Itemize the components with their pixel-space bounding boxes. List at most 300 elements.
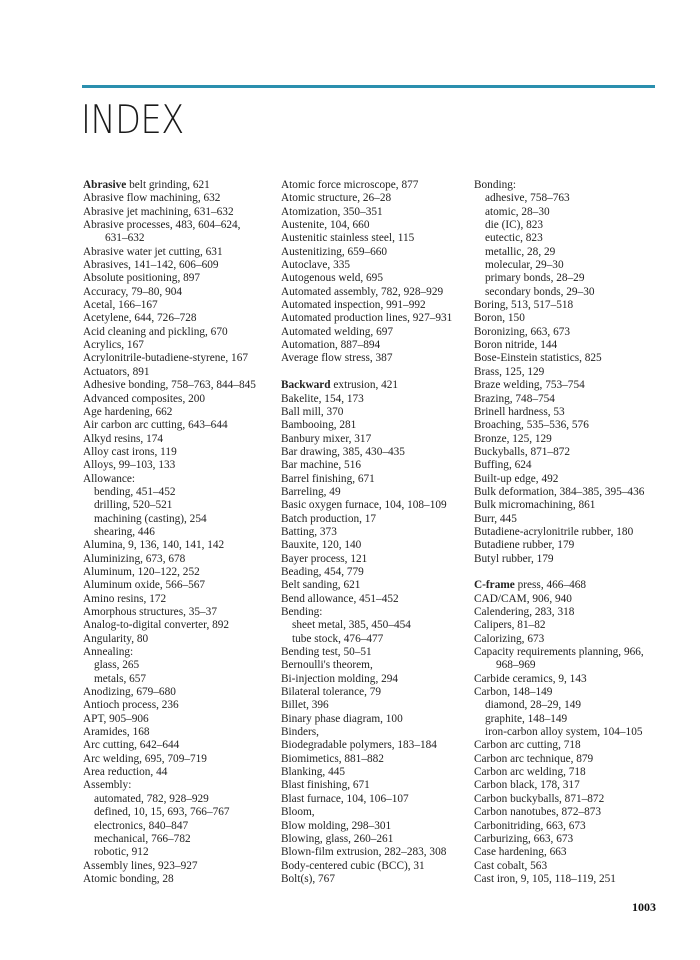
index-entry — [281, 259, 471, 272]
index-entry — [474, 833, 674, 846]
index-entry — [83, 179, 278, 192]
index-entry-text: secondary bonds, 29–30 — [485, 285, 595, 298]
index-entry-text: Accuracy, 79–80, 904 — [83, 285, 183, 298]
index-entry — [83, 739, 278, 752]
index-entry-text: electronics, 840–847 — [94, 819, 189, 832]
index-entry-text: belt grinding, 621 — [126, 179, 210, 191]
index-subentry — [474, 713, 674, 726]
index-entry — [474, 806, 674, 819]
index-entry — [281, 393, 471, 406]
index-entry — [281, 459, 471, 472]
index-entry-text: Carbon, 148–149 — [474, 686, 553, 699]
index-entry — [474, 619, 674, 632]
index-entry — [281, 486, 471, 499]
index-entry-continuation — [83, 232, 278, 245]
index-entry-text: Carbon buckyballs, 871–872 — [474, 792, 605, 805]
index-entry-text: Cast iron, 9, 105, 118–119, 251 — [474, 872, 616, 885]
index-entry — [281, 499, 471, 512]
index-entry — [281, 833, 471, 846]
index-entry — [474, 646, 674, 659]
index-entry — [474, 579, 674, 592]
index-entry — [83, 246, 278, 259]
index-entry-text: Buckyballs, 871–872 — [474, 445, 571, 458]
index-entry — [281, 686, 471, 699]
index-entry-text: glass, 265 — [94, 659, 140, 672]
index-entry — [281, 726, 471, 739]
index-entry — [474, 179, 674, 192]
index-entry — [281, 312, 471, 325]
index-entry-text: Automated production lines, 927–931 — [281, 312, 453, 325]
index-entry-text: Abrasive jet machining, 631–632 — [83, 205, 234, 218]
index-subentry — [474, 206, 674, 219]
index-entry-text: Carbon arc cutting, 718 — [474, 739, 581, 752]
index-entry-text: Automated welding, 697 — [281, 325, 394, 338]
index-entry-text: Abrasives, 141–142, 606–609 — [83, 259, 219, 272]
index-entry — [281, 779, 471, 792]
index-entry-text: extrusion, 421 — [330, 379, 399, 392]
index-entry — [474, 473, 674, 486]
index-entry-text: defined, 10, 15, 693, 766–767 — [94, 806, 230, 819]
index-entry-text: Area reduction, 44 — [83, 766, 168, 779]
index-entry-text: Arc welding, 695, 709–719 — [83, 752, 207, 765]
index-entry-text: Austenitic stainless steel, 115 — [281, 232, 415, 245]
index-entry — [281, 739, 471, 752]
index-entry — [474, 499, 674, 512]
index-entry-text: Bulk micromachining, 861 — [474, 499, 596, 512]
index-entry — [281, 419, 471, 432]
index-entry-text: drilling, 520–521 — [94, 499, 173, 512]
index-entry-text: Batch production, 17 — [281, 512, 377, 525]
index-entry — [83, 726, 278, 739]
index-entry — [83, 206, 278, 219]
index-entry-text: Aluminum oxide, 566–567 — [83, 579, 206, 592]
index-entry — [83, 593, 278, 606]
index-entry-text: Boron, 150 — [474, 312, 525, 325]
index-entry-text: Butadiene-acrylonitrile rubber, 180 — [474, 525, 634, 538]
index-entry-text: Atomic structure, 26–28 — [281, 192, 392, 205]
index-entry-text: Calendering, 283, 318 — [474, 606, 575, 618]
index-entry — [474, 459, 674, 472]
index-entry-text: Boron nitride, 144 — [474, 339, 558, 352]
index-entry-text: Carbon arc welding, 718 — [474, 766, 586, 779]
index-subentry — [474, 272, 674, 285]
index-entry-text: metals, 657 — [94, 672, 147, 685]
index-entry — [281, 846, 471, 859]
index-entry — [474, 606, 674, 619]
index-entry — [83, 699, 278, 712]
index-entry — [281, 246, 471, 259]
index-entry — [474, 352, 674, 365]
index-entry — [281, 192, 471, 205]
index-entry — [83, 286, 278, 299]
index-subentry — [83, 833, 278, 846]
index-entry — [83, 419, 278, 432]
index-entry-text: Acetal, 166–167 — [83, 299, 158, 312]
index-entry-text: Bose-Einstein statistics, 825 — [474, 352, 602, 365]
index-entry-text: 968–969 — [496, 659, 536, 672]
index-subentry — [83, 499, 278, 512]
index-entry — [83, 219, 278, 232]
index-entry — [474, 779, 674, 792]
index-entry-text: Brass, 125, 129 — [474, 365, 545, 378]
index-entry-text: Amino resins, 172 — [83, 592, 167, 605]
index-entry-text: Bar drawing, 385, 430–435 — [281, 445, 405, 458]
index-entry-text: Blown-film extrusion, 282–283, 308 — [281, 846, 447, 859]
index-entry — [474, 339, 674, 352]
index-entry — [281, 326, 471, 339]
index-entry-text: Butadiene rubber, 179 — [474, 539, 575, 552]
index-entry — [83, 339, 278, 352]
index-entry-text: Built-up edge, 492 — [474, 472, 559, 485]
index-entry — [281, 579, 471, 592]
index-entry-text: Bar machine, 516 — [281, 459, 361, 472]
page-number: 1003 — [632, 900, 656, 914]
index-entry-text: shearing, 446 — [94, 525, 155, 538]
index-entry — [281, 539, 471, 552]
index-entry — [83, 299, 278, 312]
index-entry-text: metallic, 28, 29 — [485, 245, 556, 258]
index-entry-text: 631–632 — [105, 232, 145, 245]
index-entry — [474, 366, 674, 379]
index-entry-text: Bulk deformation, 384–385, 395–436 — [474, 485, 645, 498]
index-entry-text: Atomization, 350–351 — [281, 205, 383, 218]
index-entry — [281, 526, 471, 539]
index-entry — [83, 566, 278, 579]
index-column-3 — [474, 179, 674, 886]
index-entry-text: Batting, 373 — [281, 525, 337, 538]
index-entry — [474, 633, 674, 646]
index-entry — [281, 873, 471, 886]
index-entry-text: Ball mill, 370 — [281, 405, 344, 418]
index-entry — [281, 753, 471, 766]
index-subentry — [83, 846, 278, 859]
index-entry-text: Broaching, 535–536, 576 — [474, 419, 589, 432]
index-entry — [474, 686, 674, 699]
index-entry — [83, 860, 278, 873]
index-entry — [474, 753, 674, 766]
index-entry — [474, 739, 674, 752]
index-subentry — [474, 699, 674, 712]
index-entry — [83, 406, 278, 419]
index-entry — [83, 619, 278, 632]
index-entry — [83, 393, 278, 406]
index-subentry — [83, 673, 278, 686]
index-entry-text: Abrasive processes, 483, 604–624, — [83, 219, 241, 232]
index-subentry — [474, 246, 674, 259]
index-entry-text: Barreling, 49 — [281, 485, 341, 498]
index-entry — [83, 352, 278, 365]
index-entry-text: Automated assembly, 782, 928–929 — [281, 285, 444, 298]
index-entry-text: Carburizing, 663, 673 — [474, 832, 574, 845]
index-entry-text: Allowance: — [83, 472, 136, 485]
index-entry-text: Carbon nanotubes, 872–873 — [474, 806, 602, 819]
index-entry-text: Barrel finishing, 671 — [281, 472, 375, 485]
index-entry-text: Aluminum, 120–122, 252 — [83, 565, 200, 578]
index-entry-text: Binders, — [281, 726, 319, 739]
index-entry-text: Case hardening, 663 — [474, 846, 567, 859]
index-entry-text: die (IC), 823 — [485, 219, 544, 232]
page-title: INDEX — [81, 98, 184, 143]
index-entry-text: Anodizing, 679–680 — [83, 686, 176, 699]
index-entry-text: Bolt(s), 767 — [281, 872, 335, 885]
index-entry-text: Binary phase diagram, 100 — [281, 712, 403, 725]
index-entry-text: Aluminizing, 673, 678 — [83, 552, 186, 565]
index-entry — [474, 539, 674, 552]
index-entry-text: Calipers, 81–82 — [474, 619, 546, 632]
index-entry-text: Boronizing, 663, 673 — [474, 325, 571, 338]
index-entry-text: Age hardening, 662 — [83, 405, 173, 418]
index-entry-text: CAD/CAM, 906, 940 — [474, 592, 572, 605]
index-entry — [83, 753, 278, 766]
index-entry-text: Bending: — [281, 606, 323, 618]
index-entry-text: Bonding: — [474, 179, 517, 191]
index-entry — [474, 433, 674, 446]
index-entry — [83, 326, 278, 339]
index-entry — [281, 606, 471, 619]
index-entry-text: Blow molding, 298–301 — [281, 819, 392, 832]
index-subentry — [474, 286, 674, 299]
letter-group-gap — [281, 366, 471, 379]
index-entry — [474, 526, 674, 539]
index-entry — [83, 446, 278, 459]
index-entry-text: Bloom, — [281, 806, 315, 819]
index-entry — [83, 459, 278, 472]
index-entry-text: bending, 451–452 — [94, 485, 176, 498]
index-entry — [83, 433, 278, 446]
index-entry-text: Austenitizing, 659–660 — [281, 245, 388, 258]
index-entry-text: Carbide ceramics, 9, 143 — [474, 672, 587, 685]
index-entry — [281, 673, 471, 686]
index-entry — [474, 766, 674, 779]
index-subentry — [83, 793, 278, 806]
index-entry-text: Boring, 513, 517–518 — [474, 299, 574, 312]
index-entry-text: Acetylene, 644, 726–728 — [83, 312, 197, 325]
index-entry — [474, 419, 674, 432]
index-entry-text: Bronze, 125, 129 — [474, 432, 552, 445]
index-entry-text: Capacity requirements planning, 966, — [474, 646, 644, 659]
index-entry-text: Automation, 887–894 — [281, 339, 381, 352]
index-entry — [83, 686, 278, 699]
index-entry-text: Cast cobalt, 563 — [474, 859, 548, 872]
index-entry — [474, 486, 674, 499]
index-entry-text: Alloy cast irons, 119 — [83, 445, 177, 458]
index-entry — [83, 192, 278, 205]
index-entry-text: Biomimetics, 881–882 — [281, 752, 384, 765]
index-entry — [83, 766, 278, 779]
index-subentry — [83, 806, 278, 819]
index-entry — [83, 473, 278, 486]
index-entry-text: Beading, 454, 779 — [281, 565, 364, 578]
index-entry — [83, 606, 278, 619]
index-entry-text: Acid cleaning and pickling, 670 — [83, 325, 228, 338]
index-entry-text: Blast furnace, 104, 106–107 — [281, 792, 409, 805]
index-entry-text: press, 466–468 — [514, 579, 587, 592]
index-entry — [281, 179, 471, 192]
index-entry-text: Annealing: — [83, 646, 134, 659]
index-entry-text: Carbon black, 178, 317 — [474, 779, 580, 792]
index-entry — [474, 406, 674, 419]
index-entry-text: APT, 905–906 — [83, 712, 149, 725]
index-entry — [83, 539, 278, 552]
index-entry-text: Carbon arc technique, 879 — [474, 752, 594, 765]
index-entry-text: Abrasive flow machining, 632 — [83, 192, 221, 205]
index-entry-text: Buffing, 624 — [474, 459, 532, 472]
index-entry-text: Blowing, glass, 260–261 — [281, 832, 394, 845]
index-entry-text: Alkyd resins, 174 — [83, 432, 164, 445]
index-entry — [281, 766, 471, 779]
index-entry-text: Atomic force microscope, 877 — [281, 179, 419, 191]
index-entry — [83, 579, 278, 592]
index-entry — [281, 553, 471, 566]
index-entry-text: Body-centered cubic (BCC), 31 — [281, 859, 425, 872]
index-entry-text: Automated inspection, 991–992 — [281, 299, 426, 312]
index-entry-text: Assembly: — [83, 779, 132, 792]
index-subentry — [83, 820, 278, 833]
index-subentry — [83, 513, 278, 526]
index-entry — [281, 433, 471, 446]
index-entry-text: Autoclave, 335 — [281, 259, 351, 272]
index-entry-text: Antioch process, 236 — [83, 699, 179, 712]
index-entry-text: diamond, 28–29, 149 — [485, 699, 582, 712]
index-entry — [83, 713, 278, 726]
index-entry — [281, 272, 471, 285]
index-entry — [281, 566, 471, 579]
index-entry-text: Bauxite, 120, 140 — [281, 539, 362, 552]
index-entry — [281, 699, 471, 712]
index-entry-text: iron-carbon alloy system, 104–105 — [485, 726, 643, 739]
index-entry — [281, 219, 471, 232]
index-entry-text: Butyl rubber, 179 — [474, 552, 554, 565]
index-entry-text: atomic, 28–30 — [485, 205, 550, 218]
index-entry-text: Aramides, 168 — [83, 726, 150, 739]
index-entry-text: molecular, 29–30 — [485, 259, 564, 272]
index-subentry — [474, 192, 674, 205]
index-entry — [474, 299, 674, 312]
index-entry-text: Assembly lines, 923–927 — [83, 859, 198, 872]
index-entry-text: machining (casting), 254 — [94, 512, 207, 525]
index-entry-text: tube stock, 476–477 — [292, 632, 384, 645]
index-entry-text: Bending test, 50–51 — [281, 646, 372, 659]
index-entry-text: Bakelite, 154, 173 — [281, 392, 364, 405]
index-entry — [474, 446, 674, 459]
index-entry — [281, 793, 471, 806]
index-entry — [474, 593, 674, 606]
index-entry-text: Abrasive water jet cutting, 631 — [83, 245, 223, 258]
index-entry-text: Billet, 396 — [281, 699, 329, 712]
index-entry-text: Average flow stress, 387 — [281, 352, 393, 365]
index-entry-text: Analog-to-digital converter, 892 — [83, 619, 230, 632]
index-entry — [474, 326, 674, 339]
index-entry — [281, 406, 471, 419]
index-entry-text: Calorizing, 673 — [474, 632, 545, 645]
letter-group-lead-word: Abrasive — [83, 179, 127, 191]
index-subentry — [474, 219, 674, 232]
index-subentry — [281, 633, 471, 646]
index-entry-text: sheet metal, 385, 450–454 — [292, 619, 411, 632]
index-subentry — [474, 232, 674, 245]
index-entry-text: eutectic, 823 — [485, 232, 543, 245]
index-entry-text: Bend allowance, 451–452 — [281, 592, 399, 605]
index-entry-continuation — [474, 659, 674, 672]
index-entry-text: Advanced composites, 200 — [83, 392, 206, 405]
index-entry-text: Alloys, 99–103, 133 — [83, 459, 176, 472]
index-entry-text: Blanking, 445 — [281, 766, 346, 779]
index-entry — [83, 366, 278, 379]
index-entry-text: Braze welding, 753–754 — [474, 379, 585, 392]
index-entry — [83, 312, 278, 325]
header-rule — [82, 85, 655, 88]
index-entry-text: graphite, 148–149 — [485, 712, 568, 725]
index-entry — [281, 286, 471, 299]
index-subentry — [474, 726, 674, 739]
index-entry-text: Actuators, 891 — [83, 365, 150, 378]
index-entry-text: Belt sanding, 621 — [281, 579, 361, 592]
index-entry-text: Air carbon arc cutting, 643–644 — [83, 419, 228, 432]
index-entry-text: Bayer process, 121 — [281, 552, 368, 565]
index-column-1 — [83, 179, 278, 886]
index-entry — [281, 806, 471, 819]
index-entry — [474, 873, 674, 886]
index-entry — [474, 312, 674, 325]
index-entry — [281, 473, 471, 486]
index-entry — [83, 259, 278, 272]
index-entry-text: Bernoulli's theorem, — [281, 659, 373, 672]
index-entry-text: mechanical, 766–782 — [94, 832, 191, 845]
index-entry — [83, 553, 278, 566]
index-subentry — [83, 526, 278, 539]
index-entry — [474, 820, 674, 833]
index-entry-text: Absolute positioning, 897 — [83, 272, 201, 285]
letter-group-lead-word: C-frame — [474, 579, 515, 592]
index-entry-text: Amorphous structures, 35–37 — [83, 606, 217, 618]
index-column-2 — [281, 179, 471, 886]
index-entry — [281, 446, 471, 459]
index-entry — [474, 846, 674, 859]
index-entry — [474, 793, 674, 806]
index-entry-text: Blast finishing, 671 — [281, 779, 370, 792]
index-entry-text: automated, 782, 928–929 — [94, 792, 209, 805]
index-entry — [474, 553, 674, 566]
index-entry-text: Autogenous weld, 695 — [281, 272, 383, 285]
index-subentry — [83, 659, 278, 672]
index-entry — [281, 299, 471, 312]
index-entry-text: primary bonds, 28–29 — [485, 272, 585, 285]
index-entry — [83, 779, 278, 792]
index-entry-text: Austenite, 104, 660 — [281, 219, 370, 232]
index-entry — [474, 379, 674, 392]
index-entry-text: Brinell hardness, 53 — [474, 405, 565, 418]
index-entry-text: Brazing, 748–754 — [474, 392, 555, 405]
index-entry — [281, 513, 471, 526]
index-entry — [281, 339, 471, 352]
index-entry-text: Atomic bonding, 28 — [83, 872, 174, 885]
index-entry-text: Basic oxygen furnace, 104, 108–109 — [281, 499, 447, 512]
index-entry — [281, 659, 471, 672]
index-entry — [83, 272, 278, 285]
index-entry — [474, 673, 674, 686]
index-subentry — [281, 619, 471, 632]
index-entry-text: Arc cutting, 642–644 — [83, 739, 180, 752]
index-subentry — [83, 486, 278, 499]
letter-group-lead-word: Backward — [281, 379, 331, 392]
index-entry-text: Bi-injection molding, 294 — [281, 672, 399, 685]
index-entry-text: Bilateral tolerance, 79 — [281, 686, 382, 699]
index-entry — [281, 352, 471, 365]
index-entry — [474, 513, 674, 526]
index-entry-text: Bambooing, 281 — [281, 419, 357, 432]
index-entry-text: Burr, 445 — [474, 512, 517, 525]
index-entry — [474, 393, 674, 406]
